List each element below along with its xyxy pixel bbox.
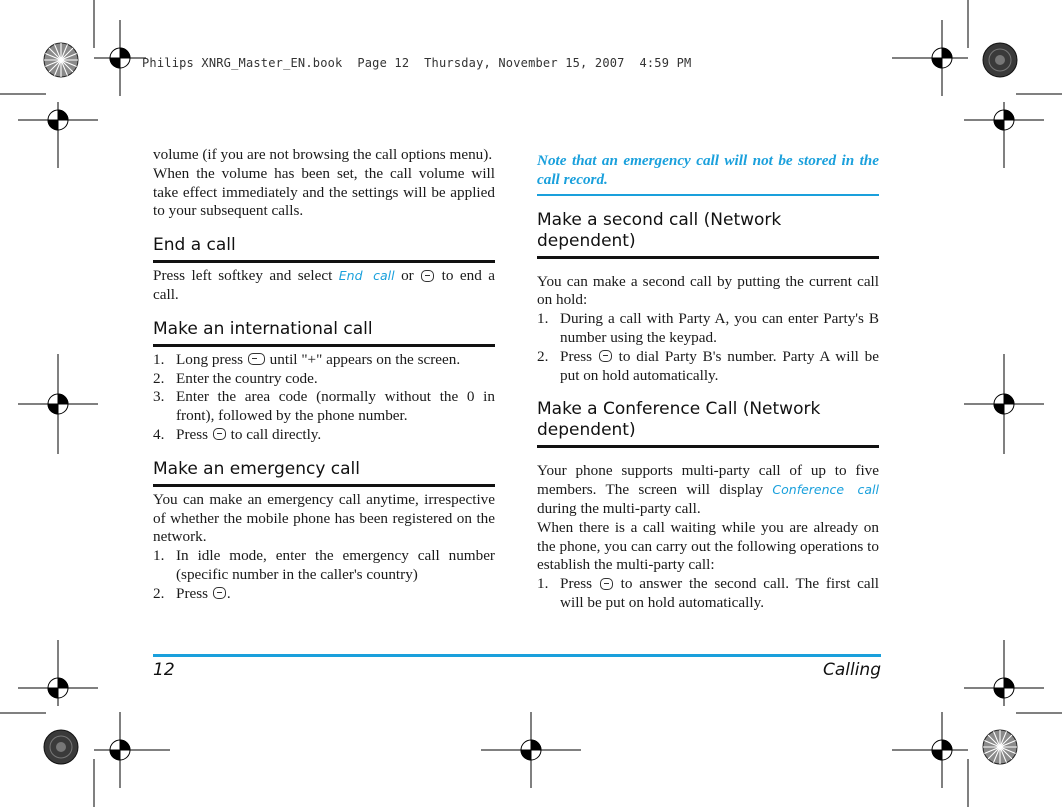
text: Press <box>176 425 209 443</box>
list-item <box>153 370 495 389</box>
section-title: Make an emergency call <box>153 459 495 487</box>
text: . <box>226 584 231 602</box>
section-title: Make an international call <box>153 319 495 347</box>
step-number: 2. <box>537 347 549 365</box>
call-key-icon <box>213 587 226 599</box>
step-number: 1. <box>537 575 549 593</box>
text: Press <box>560 575 593 593</box>
text: or <box>401 267 414 285</box>
text: Your phone supports multi-party call of up to five members. The screen will display <box>537 462 879 499</box>
conference-call-keyword: Conference call <box>772 482 880 498</box>
text: to answer the second call. The first call will be put on hold automatically. <box>560 575 880 611</box>
page-number: 12 <box>153 660 175 680</box>
text: to call directly. <box>230 425 322 443</box>
section-conference-call <box>537 399 879 612</box>
conference-steps <box>537 575 879 613</box>
volume-paragraph: When the volume has been set, the call volume will take effect immediately and the settings will be applied to your subsequent calls. <box>153 164 495 220</box>
text: In idle mode, enter the emergency call number (specific number in the caller's country) <box>176 547 495 583</box>
international-steps <box>153 351 495 445</box>
chapter-title: Calling <box>822 660 881 680</box>
section-second-call <box>537 210 879 386</box>
text: During a call with Party A, you can enter Party's B number using the keypad. <box>560 310 879 346</box>
call-key-icon <box>600 578 613 590</box>
list-item <box>153 547 495 585</box>
section-emergency-call <box>153 459 495 604</box>
conference-text-2: When there is a call waiting while you are already on the phone, you can carry out the following operations to establish the multi-party call: <box>537 518 879 574</box>
list-item <box>153 426 495 445</box>
list-item <box>537 348 879 386</box>
step-number: 1. <box>153 350 165 368</box>
intro-paragraph: volume (if you are not browsing the call options menu). <box>153 146 493 163</box>
right-column <box>537 146 879 613</box>
list-item <box>153 388 495 426</box>
section-end-call <box>153 235 495 305</box>
end-call-text <box>153 267 495 305</box>
text: to dial Party B's number. Party A will be put on hold automatically. <box>560 347 880 384</box>
section-title: End a call <box>153 235 495 263</box>
list-item <box>537 310 879 348</box>
list-item <box>537 575 879 613</box>
text: Enter the country code. <box>176 369 318 387</box>
text: Press left softkey and select <box>153 267 333 285</box>
text: Long press <box>176 350 244 368</box>
footer-rule <box>153 654 881 657</box>
call-key-icon <box>213 428 226 440</box>
end-key-icon <box>421 270 434 282</box>
left-column <box>153 146 495 604</box>
step-number: 3. <box>153 388 165 406</box>
section-title: Make a second call (Network dependent) <box>537 210 879 259</box>
text: to end a call. <box>153 267 496 303</box>
step-number: 2. <box>153 584 165 602</box>
text: until "+" appears on the screen. <box>269 350 461 368</box>
emergency-steps <box>153 547 495 603</box>
print-header: Philips XNRG_Master_EN.book Page 12 Thursday, November 15, 2007 4:59 PM <box>142 56 692 70</box>
step-number: 1. <box>153 547 165 565</box>
list-item <box>153 351 495 370</box>
step-number: 4. <box>153 425 165 443</box>
section-international-call <box>153 319 495 445</box>
text: Enter the area code (normally without the 0 in front), followed by the phone number. <box>176 388 495 425</box>
call-key-icon <box>599 350 612 362</box>
conference-text <box>537 462 879 518</box>
emergency-note: Note that an emergency call will not be stored in the call record. <box>537 146 879 196</box>
step-number: 1. <box>537 310 549 328</box>
list-item <box>153 585 495 604</box>
text: during the multi-party call. <box>537 499 701 517</box>
second-call-steps <box>537 310 879 385</box>
text: Press <box>560 347 593 365</box>
step-number: 2. <box>153 369 165 387</box>
text: Press <box>176 584 209 602</box>
end-call-keyword: End call <box>338 268 395 284</box>
section-title: Make a Conference Call (Network dependent) <box>537 399 879 448</box>
second-call-text: You can make a second call by putting the current call on hold: <box>537 272 879 309</box>
zero-plus-key-icon <box>248 353 265 365</box>
emergency-text: You can make an emergency call anytime, irrespective of whether the mobile phone has been registered on the network. <box>153 490 495 546</box>
